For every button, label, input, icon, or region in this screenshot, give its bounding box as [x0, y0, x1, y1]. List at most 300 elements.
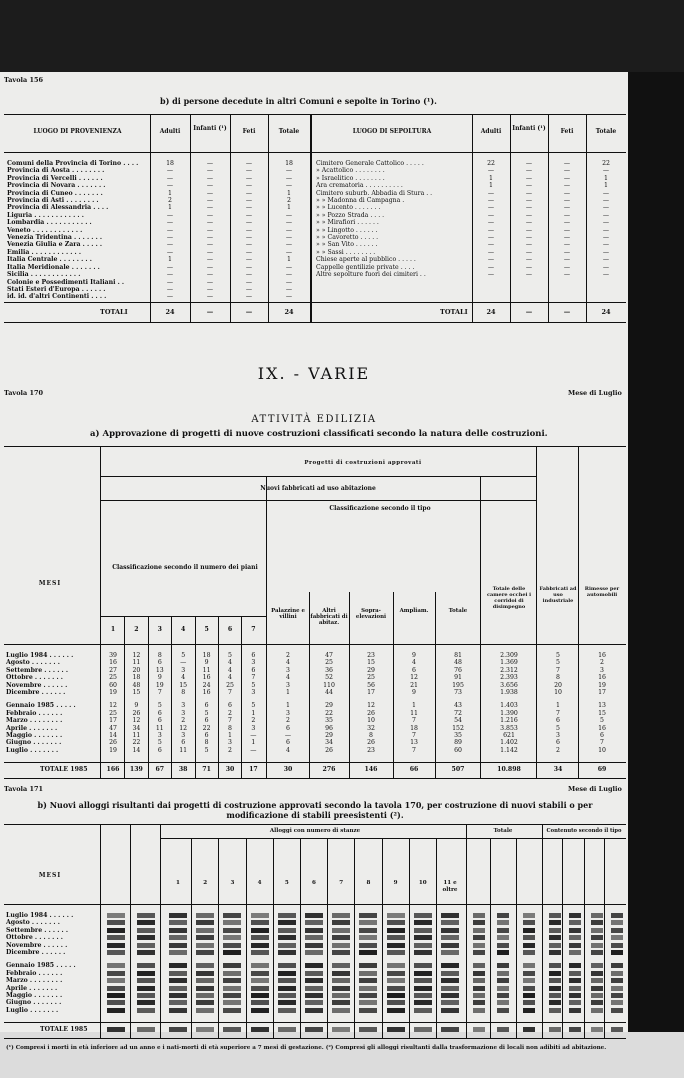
table-170-cell: 26 — [132, 709, 141, 717]
table-170-cell: 7 — [157, 689, 162, 696]
table-171-smeared-cell — [387, 950, 405, 955]
cell-totale: — — [285, 271, 293, 279]
stanze-col-header: 1 — [176, 880, 180, 886]
table-171-smeared-cell — [569, 978, 581, 983]
table-170-cell: 27 — [109, 666, 117, 674]
table-171-smeared-cell — [387, 913, 405, 918]
table-170-cell: 1.390 — [500, 709, 518, 717]
table-170-cell: 16 — [598, 724, 606, 732]
sepoltura-row: » Israelitico . . . . . . . . — [316, 174, 385, 182]
cell-feti: — — [245, 263, 253, 271]
table-171-smeared-cell — [387, 963, 405, 968]
cell-totale: 1 — [287, 256, 291, 264]
table-171-smeared-cell — [569, 913, 581, 918]
table-170-cell: 73 — [454, 689, 462, 696]
table-170-cell: 3 — [286, 681, 290, 689]
cell-infanti: — — [206, 248, 214, 256]
table-171-smeared-cell — [549, 928, 561, 933]
table-170-cell: 38 — [178, 766, 188, 773]
cell-totale: — — [602, 263, 610, 271]
sepoltura-row: » Acattolico . . . . . . . . — [316, 167, 385, 175]
table-170-cell: 6 — [204, 702, 209, 710]
table-170-cell: 15 — [132, 689, 141, 696]
table-170-top-rule — [4, 446, 626, 447]
table-171-smeared-cell — [137, 950, 155, 955]
table-170-cell: 10 — [598, 746, 606, 754]
table-171-smeared-cell — [169, 943, 187, 948]
table-171-smeared-cell — [359, 1008, 377, 1013]
table-156-divider — [472, 114, 473, 322]
table-171-smeared-cell — [441, 978, 459, 983]
table-171-smeared-cell — [223, 963, 241, 968]
cell-infanti: — — [525, 263, 533, 271]
table-171-smeared-cell — [332, 935, 350, 940]
table-170-month-label: Novembre . . . . . . — [6, 681, 68, 689]
table-171-smeared-cell — [523, 913, 535, 918]
table-170-cell: 39 — [109, 652, 117, 659]
header-luogo-provenienza: LUOGO DI PROVENIENZA — [33, 128, 122, 135]
table-170-cell: 4 — [228, 666, 232, 674]
table-170-cell: 3 — [600, 666, 604, 674]
table-170-cell: 17 — [249, 766, 258, 773]
table-170-cell: 25 — [325, 659, 333, 667]
totali-feti-right: — — [563, 308, 571, 316]
table-171-smeared-cell — [223, 943, 241, 948]
header-luogo-sepoltura: LUOGO DI SEPOLTURA — [352, 128, 432, 135]
table-170-cell: 22 — [202, 724, 211, 732]
table-170-col-group: Progetti di costruzioni approvati — [304, 460, 422, 466]
table-171-smeared-cell — [549, 920, 561, 925]
totali-infanti-right: — — [525, 308, 533, 316]
table-170-bottom-rule — [4, 778, 626, 779]
table-171-smeared-cell — [169, 971, 187, 976]
cell-adulti: — — [487, 219, 495, 227]
table-170-cell: 5 — [251, 681, 256, 689]
table-170-cell: 8 — [204, 739, 209, 747]
table-171-month-label: Febbraio . . . . . . — [6, 969, 63, 977]
table-170-cell: 22 — [325, 709, 333, 717]
table-170-cell: 5 — [204, 709, 209, 717]
table-170-cell: 96 — [325, 724, 333, 732]
table-171-smeared-cell — [473, 928, 485, 933]
table-170-total-rule — [4, 762, 626, 763]
cell-infanti: — — [525, 234, 533, 242]
table-171-smeared-total — [169, 1027, 187, 1032]
table-170-cell: 6 — [181, 739, 186, 747]
table-170-cell: 15 — [598, 709, 606, 717]
cell-adulti: — — [487, 256, 495, 264]
table-170-cell: 2.309 — [500, 652, 518, 659]
sepoltura-row: » » Lingotto . . . . . . — [316, 226, 378, 234]
table-170-cell: 21 — [410, 681, 418, 689]
table-170-cell: 34 — [325, 739, 333, 747]
table-171-smeared-cell — [611, 978, 623, 983]
table-170-cell: 12 — [109, 702, 117, 710]
table-171-smeared-cell — [591, 963, 603, 968]
table-171-smeared-cell — [107, 963, 125, 968]
table-171-smeared-cell — [387, 928, 405, 933]
table-171-total-rule — [4, 1022, 626, 1023]
header-infanti: Infanti (¹) — [193, 125, 227, 132]
cell-adulti: — — [166, 285, 174, 293]
table-170-cell: 13 — [598, 702, 606, 710]
table-170-cell: 166 — [106, 766, 120, 773]
table-170-cell: 146 — [364, 766, 378, 773]
table-171-smeared-cell — [441, 1008, 459, 1013]
table-171-smeared-cell — [359, 928, 377, 933]
table-171-smeared-cell — [387, 935, 405, 940]
cell-infanti: — — [206, 204, 214, 212]
table-171-smeared-cell — [196, 928, 214, 933]
cell-infanti: — — [525, 182, 533, 190]
cell-feti: — — [563, 263, 571, 271]
table-171-smeared-cell — [414, 963, 432, 968]
table-171-smeared-cell — [569, 971, 581, 976]
table-divider — [300, 838, 301, 1038]
cell-feti: — — [563, 204, 571, 212]
table-170-cell: 3 — [251, 659, 256, 667]
table-170-cell: 91 — [454, 674, 462, 682]
table-170-cell: 12 — [132, 652, 141, 659]
table-171-smeared-cell — [305, 993, 323, 998]
table-171-smeared-cell — [223, 1000, 241, 1005]
table-171-smeared-cell — [523, 950, 535, 955]
table-171-smeared-cell — [441, 913, 459, 918]
table-170-cell: 3 — [181, 666, 186, 674]
table-171-smeared-cell — [611, 986, 623, 991]
header-feti: Feti — [242, 128, 256, 135]
table-171-smeared-cell — [441, 928, 459, 933]
cell-adulti: — — [166, 278, 174, 286]
cell-adulti: 22 — [487, 160, 495, 167]
table-171-smeared-cell — [441, 971, 459, 976]
table-170-total-label: TOTALE 1985 — [40, 766, 88, 773]
table-171-smeared-cell — [611, 963, 623, 968]
table-171-title: b) Nuovi alloggi risultanti dai progetti di costruzione approvati secondo la tavola 170, per costruzione di nuovi stabili o per modificazione di stabili preesistenti (²). — [37, 800, 593, 820]
table-171-smeared-total — [196, 1027, 214, 1032]
cell-adulti: — — [487, 271, 495, 279]
table-171-month-label: Agosto . . . . . . . — [6, 919, 60, 927]
table-170-month-label: Agosto . . . . . . . — [6, 659, 60, 667]
sepoltura-adulti — [474, 160, 508, 279]
table-170-rule — [100, 476, 536, 477]
cell-totale: — — [602, 241, 610, 249]
table-171-smeared-cell — [591, 1008, 603, 1013]
table-170-cell: 14 — [132, 746, 141, 754]
cell-infanti: — — [525, 248, 533, 256]
table-171-smeared-cell — [305, 920, 323, 925]
cell-adulti: — — [166, 248, 174, 256]
table-170-cell: 1 — [412, 702, 416, 710]
cell-adulti: — — [166, 211, 174, 219]
table-171-smeared-cell — [278, 1008, 296, 1013]
provenienza-list — [7, 160, 147, 301]
table-171-header-rule — [4, 904, 626, 905]
table-170-piani-label: Classificazione secondo il numero dei piani — [112, 564, 258, 571]
header-adulti: Adulti — [159, 128, 181, 135]
table-171-smeared-cell — [137, 1008, 155, 1013]
table-171-smeared-cell — [278, 1000, 296, 1005]
table-170-cell: 1.369 — [500, 659, 518, 667]
table-171-smeared-cell — [387, 986, 405, 991]
table-171-smeared-cell — [611, 971, 623, 976]
table-divider — [516, 838, 517, 1038]
table-170-cell: 5 — [556, 652, 560, 659]
table-171-smeared-cell — [523, 943, 535, 948]
table-170-cell: 5 — [181, 652, 186, 659]
table-170-cell: 6 — [157, 659, 162, 667]
table-171-smeared-cell — [473, 986, 485, 991]
table-171-smeared-total — [611, 1027, 623, 1032]
table-171-smeared-cell — [251, 978, 269, 983]
cell-feti: — — [245, 248, 253, 256]
table-171-smeared-cell — [569, 993, 581, 998]
table-170-cell: 36 — [325, 666, 333, 674]
cell-adulti: — — [166, 263, 174, 271]
table-171-smeared-cell — [251, 928, 269, 933]
table-170-cell: 19 — [109, 689, 117, 696]
table-170-cell: 2 — [251, 717, 256, 725]
cell-totale: — — [602, 211, 610, 219]
table-171-smeared-cell — [414, 1008, 432, 1013]
piani-col-header: 3 — [157, 626, 162, 633]
table-171-smeared-cell — [223, 928, 241, 933]
table-170-cell: 67 — [155, 766, 165, 773]
cell-totale: — — [285, 285, 293, 293]
table-171-smeared-cell — [251, 935, 269, 940]
cell-totale: — — [602, 256, 610, 264]
table-171-smeared-cell — [441, 950, 459, 955]
cell-totale: 18 — [285, 160, 293, 167]
table-171-smeared-cell — [196, 986, 214, 991]
table-171-smeared-cell — [611, 943, 623, 948]
table-170-month-label: Aprile . . . . . . . — [6, 724, 58, 732]
table-171-smeared-cell — [278, 913, 296, 918]
table-170-cell: 25 — [226, 681, 234, 689]
table-171-smeared-cell — [305, 1008, 323, 1013]
table-170-cell: 20 — [132, 666, 141, 674]
table-170-month-label: Settembre . . . . . . — [6, 666, 68, 674]
table-170-cell: 76 — [454, 666, 462, 674]
cell-feti: — — [245, 219, 253, 227]
cell-feti: — — [563, 197, 571, 205]
table-171-smeared-cell — [137, 928, 155, 933]
cell-infanti: — — [525, 167, 533, 175]
table-171-smeared-cell — [387, 978, 405, 983]
cell-adulti: — — [166, 293, 174, 301]
table-170-cell: 1 — [286, 689, 290, 696]
cell-totale: — — [602, 226, 610, 234]
table-171-smeared-total — [223, 1027, 241, 1032]
table-171-smeared-cell — [107, 920, 125, 925]
table-170-cell: 6 — [251, 666, 256, 674]
sepoltura-row: » » Cavoretto . . . . . — [316, 234, 379, 242]
table-171-smeared-total — [497, 1027, 509, 1032]
table-170-cell: 195 — [452, 681, 464, 689]
table-170-cell: 12 — [410, 674, 418, 682]
table-170-cell: 7 — [556, 666, 560, 674]
cell-feti: — — [245, 285, 253, 293]
table-170-cell: 34 — [132, 724, 141, 732]
table-170-cell: 66 — [409, 766, 419, 773]
table-171-smeared-cell — [523, 1000, 535, 1005]
table-170-cell: 3 — [556, 732, 560, 739]
table-170-cell: 30 — [225, 766, 235, 773]
table-170-month-label: Luglio . . . . . . . — [6, 746, 59, 754]
table-170-cell: 6 — [204, 717, 209, 725]
table-170-cell: 8 — [181, 689, 186, 696]
provenienza-row: Provincia di Alessandria . . . . — [7, 204, 109, 212]
table-171-smeared-cell — [278, 928, 296, 933]
table-170-cell: 5 — [157, 739, 162, 747]
extra-col-header: Totale delle camere occhei i corridoi di disimpegno — [486, 586, 532, 610]
table-171-smeared-cell — [332, 986, 350, 991]
cell-totale: 1 — [287, 189, 291, 197]
table-170-cell: 16 — [598, 674, 606, 682]
table-171-smeared-cell — [359, 978, 377, 983]
cell-adulti: — — [166, 241, 174, 249]
table-171-smeared-cell — [569, 943, 581, 948]
table-171-smeared-cell — [169, 1008, 187, 1013]
table-171-smeared-cell — [278, 978, 296, 983]
table-170-cell: 1 — [251, 739, 256, 747]
table-171-smeared-cell — [359, 993, 377, 998]
table-171-smeared-cell — [107, 935, 125, 940]
table-171-smeared-cell — [169, 1000, 187, 1005]
extra-col-header: Fabbricati ad uso industriale — [539, 586, 577, 604]
cell-totale: — — [602, 189, 610, 197]
table-171-month-label: Gennaio 1985 . . . . . — [6, 962, 76, 970]
table-171-smeared-cell — [414, 950, 432, 955]
totali-adulti: 24 — [165, 308, 175, 316]
table-170-cell: 7 — [251, 674, 256, 682]
cell-feti: — — [245, 293, 253, 301]
table-171-tag: Tavola 171 — [4, 785, 44, 793]
table-170-cell: 32 — [367, 724, 375, 732]
table-171-smeared-cell — [441, 963, 459, 968]
table-171-smeared-cell — [549, 935, 561, 940]
table-171-smeared-cell — [591, 928, 603, 933]
cell-infanti: — — [206, 278, 214, 286]
provenienza-row: Liguria . . . . . . . . . . . . — [7, 211, 84, 219]
sepoltura-row: » » Lucento . . . . . . . — [316, 204, 381, 212]
table-170-month-label: Dicembre . . . . . . — [6, 689, 66, 696]
table-171-smeared-cell — [251, 1000, 269, 1005]
table-171-smeared-total — [107, 1027, 125, 1032]
sepoltura-row: » » Sassi . . . . . . . . — [316, 248, 376, 256]
table-170-cell: — — [180, 659, 187, 667]
table-170-cell: 3.853 — [500, 724, 518, 732]
table-171-smeared-cell — [359, 986, 377, 991]
table-171-smeared-cell — [223, 971, 241, 976]
table-170-cell: 1 — [556, 702, 560, 710]
table-171-smeared-cell — [523, 971, 535, 976]
table-171-smeared-cell — [223, 978, 241, 983]
table-170-cell: 16 — [202, 674, 211, 682]
table-170-cell: 10.898 — [497, 766, 521, 773]
table-171-smeared-cell — [107, 950, 125, 955]
cell-adulti: 1 — [168, 256, 172, 264]
table-171-smeared-cell — [137, 913, 155, 918]
table-171-month-label: Giugno . . . . . . . — [6, 999, 62, 1007]
cell-totale: — — [285, 263, 293, 271]
table-170-cell: 6 — [204, 732, 209, 739]
table-171-smeared-cell — [305, 943, 323, 948]
provenienza-row: Italia Meridionale . . . . . . . — [7, 263, 100, 271]
table-170-cell: 3 — [228, 739, 232, 747]
table-divider — [191, 838, 192, 1038]
table-170-cell: 4 — [286, 674, 290, 682]
table-171-smeared-cell — [569, 1000, 581, 1005]
table-171-smeared-cell — [611, 950, 623, 955]
table-171-smeared-total — [414, 1027, 432, 1032]
table-170-cell: 25 — [109, 674, 117, 682]
cell-feti: — — [563, 248, 571, 256]
sepoltura-feti — [550, 160, 584, 279]
provenienza-row: Provincia di Vercelli . . . . . . — [7, 174, 103, 182]
table-171-smeared-cell — [591, 986, 603, 991]
table-170-cell: 29 — [325, 702, 333, 710]
cell-infanti: — — [206, 167, 214, 175]
tipo-col-header: Sopra-elevazioni — [355, 608, 387, 621]
cell-totale: — — [602, 248, 610, 256]
table-170-cell: 621 — [503, 732, 515, 739]
table-171-smeared-cell — [196, 913, 214, 918]
table-170-cell: 10 — [367, 717, 375, 725]
table-171-smeared-total — [305, 1027, 323, 1032]
stanze-col-header: 6 — [312, 880, 316, 886]
table-170-cell: 13 — [155, 666, 164, 674]
tipo-col-header: Ampliam. — [399, 608, 429, 614]
cell-totale: — — [285, 211, 293, 219]
table-171-smeared-cell — [387, 943, 405, 948]
table-171-smeared-cell — [549, 950, 561, 955]
table-171-smeared-cell — [497, 963, 509, 968]
table-171-smeared-cell — [569, 963, 581, 968]
table-171-smeared-cell — [611, 928, 623, 933]
table-171-smeared-cell — [549, 913, 561, 918]
table-171-smeared-cell — [441, 935, 459, 940]
table-170-cell: 5 — [228, 652, 232, 659]
cell-adulti: — — [166, 271, 174, 279]
provenienza-row: Colonie e Possedimenti Italiani . . — [7, 278, 125, 286]
table-171-smeared-cell — [137, 963, 155, 968]
table-170-cell: 17 — [598, 689, 606, 696]
table-170-cell: 139 — [129, 766, 143, 773]
table-170-cell: 1 — [286, 702, 290, 710]
table-171-smeared-cell — [611, 935, 623, 940]
table-171-smeared-cell — [278, 920, 296, 925]
table-171-bottom-rule — [4, 1038, 626, 1039]
table-170-rule — [100, 500, 536, 501]
table-170-cell: 19 — [598, 681, 606, 689]
table-171-smeared-cell — [387, 1008, 405, 1013]
table-171-smeared-cell — [305, 950, 323, 955]
table-171-smeared-total — [387, 1027, 405, 1032]
tipo-col-header: Totale — [448, 608, 468, 614]
cell-feti: — — [245, 182, 253, 190]
table-171-smeared-cell — [107, 943, 125, 948]
table-170-cell: 8 — [228, 724, 232, 732]
sepoltura-row: » » Mirafiori . . . . . . — [316, 219, 379, 227]
table-156-divider — [150, 114, 151, 322]
table-170-month-label: Maggio . . . . . . . — [6, 732, 63, 739]
table-171-smeared-cell — [107, 993, 125, 998]
cell-feti: — — [245, 256, 253, 264]
table-170-cell: 4 — [181, 674, 186, 682]
cell-adulti: — — [166, 226, 174, 234]
table-171-smeared-cell — [591, 993, 603, 998]
